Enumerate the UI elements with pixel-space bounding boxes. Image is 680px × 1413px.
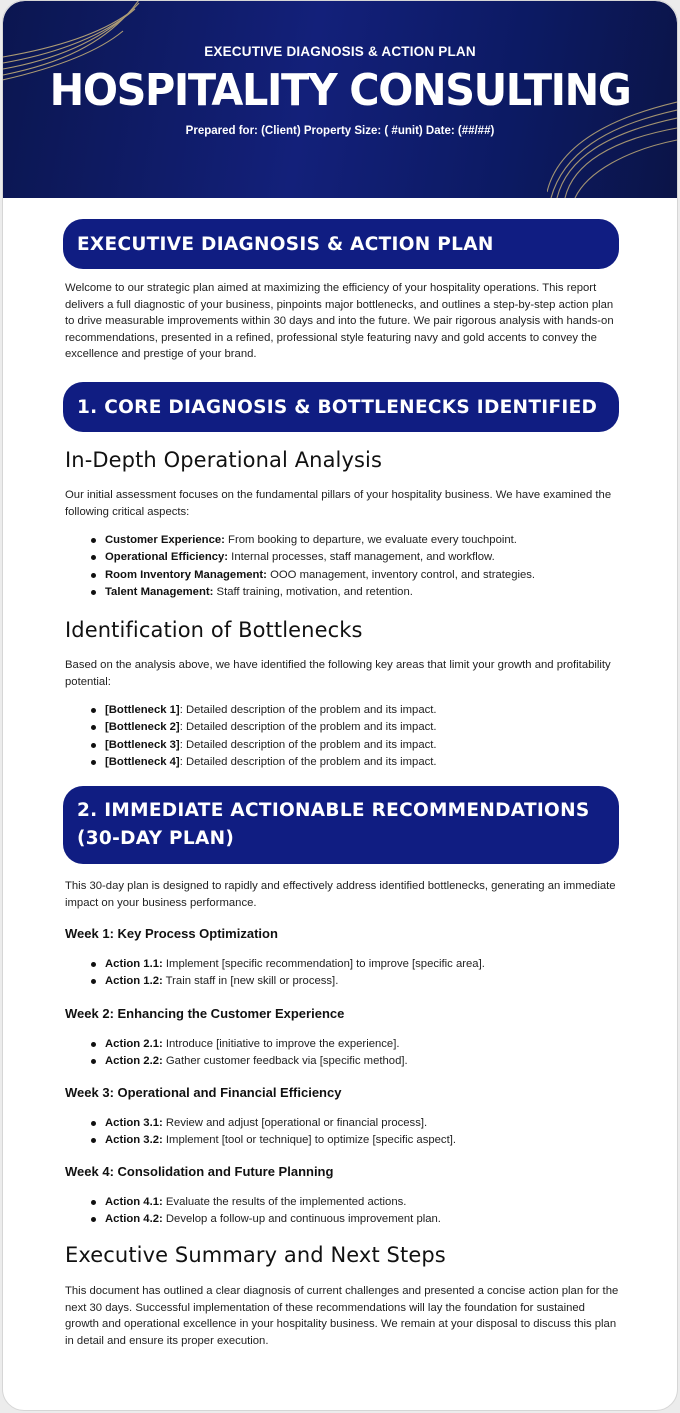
week3-heading: Week 3: Operational and Financial Efficiency [65, 1085, 342, 1100]
list-item: Action 2.2: Gather customer feedback via [specific method]. [89, 1053, 408, 1070]
list-item: [Bottleneck 3]: Detailed description of the problem and its impact. [89, 737, 437, 754]
week4-actions [89, 1194, 441, 1229]
week2-heading: Week 2: Enhancing the Customer Experience [65, 1006, 345, 1021]
list-item: Action 4.1: Evaluate the results of the implemented actions. [89, 1194, 441, 1211]
section2-banner [63, 786, 619, 864]
section1-banner-label: 1. CORE DIAGNOSIS & BOTTLENECKS IDENTIFIED [77, 396, 598, 418]
list-item: Action 2.1: Introduce [initiative to improve the experience]. [89, 1036, 408, 1053]
week1-heading: Week 1: Key Process Optimization [65, 926, 278, 941]
intro-banner-label: EXECUTIVE DIAGNOSIS & ACTION PLAN [77, 233, 494, 255]
week4-heading: Week 4: Consolidation and Future Planning [65, 1164, 334, 1179]
list-item: Operational Efficiency: Internal processes, staff management, and workflow. [89, 549, 535, 566]
analysis-list [89, 532, 535, 601]
header-subtitle: Prepared for: (Client) Property Size: ( #unit) Date: (##/##) [185, 125, 495, 137]
bottlenecks-paragraph: Based on the analysis above, we have identified the following key areas that limit your growth and profitability potential: [65, 659, 611, 688]
analysis-paragraph: Our initial assessment focuses on the fundamental pillars of your hospitality business. We have examined the following critical aspects: [65, 489, 612, 518]
list-item: Talent Management: Staff training, motivation, and retention. [89, 584, 535, 601]
list-item: [Bottleneck 4]: Detailed description of the problem and its impact. [89, 754, 437, 771]
intro-paragraph: Welcome to our strategic plan aimed at maximizing the efficiency of your hospitality operations. This report delivers a full diagnostic of your business, pinpoints major bottlenecks, and outlines a step-by-step action plan to drive measurable improvements within 30 days and into the future. We pair rigorous analysis with hands-on recommendations, presented in a refined, professional style featuring navy and gold accents to convey the excellence and prestige of your brand. [65, 282, 614, 360]
list-item: Action 4.2: Develop a follow-up and continuous improvement plan. [89, 1211, 441, 1228]
header-kicker: EXECUTIVE DIAGNOSIS & ACTION PLAN [204, 44, 476, 59]
section2-banner-line1: 2. IMMEDIATE ACTIONABLE RECOMMENDATIONS [77, 800, 590, 821]
list-item: [Bottleneck 1]: Detailed description of the problem and its impact. [89, 702, 437, 719]
list-item: Action 1.1: Implement [specific recommendation] to improve [specific area]. [89, 956, 485, 973]
week2-actions [89, 1036, 408, 1071]
list-item: Customer Experience: From booking to departure, we evaluate every touchpoint. [89, 532, 535, 549]
list-item: Action 3.1: Review and adjust [operational or financial process]. [89, 1115, 456, 1132]
week3-actions [89, 1115, 456, 1150]
section2-paragraph: This 30-day plan is designed to rapidly and effectively address identified bottlenecks, generating an immediate impact on your business performance. [65, 880, 616, 909]
section1-banner [63, 382, 619, 432]
summary-paragraph: This document has outlined a clear diagnosis of current challenges and presented a concise action plan for the next 30 days. Successful implementation of these recommendations will lay the foundation for sustained growth and operational excellence in your hospitality business. We remain at your disposal to discuss this plan in detail and ensure its proper execution. [65, 1285, 619, 1347]
page-title: HOSPITALITY CONSULTING [49, 65, 631, 116]
week1-actions [89, 956, 485, 991]
bottlenecks-list [89, 702, 437, 771]
document-page [2, 0, 678, 1411]
intro-banner [63, 219, 619, 269]
list-item: [Bottleneck 2]: Detailed description of the problem and its impact. [89, 719, 437, 736]
summary-heading: Executive Summary and Next Steps [65, 1243, 446, 1267]
analysis-heading: In-Depth Operational Analysis [65, 448, 383, 472]
bottlenecks-heading: Identification of Bottlenecks [65, 618, 363, 642]
list-item: Room Inventory Management: OOO management, inventory control, and strategies. [89, 567, 535, 584]
section2-banner-line2: (30-DAY PLAN) [77, 828, 235, 849]
hero-header [3, 1, 677, 198]
list-item: Action 3.2: Implement [tool or technique] to optimize [specific aspect]. [89, 1132, 456, 1149]
list-item: Action 1.2: Train staff in [new skill or process]. [89, 973, 485, 990]
